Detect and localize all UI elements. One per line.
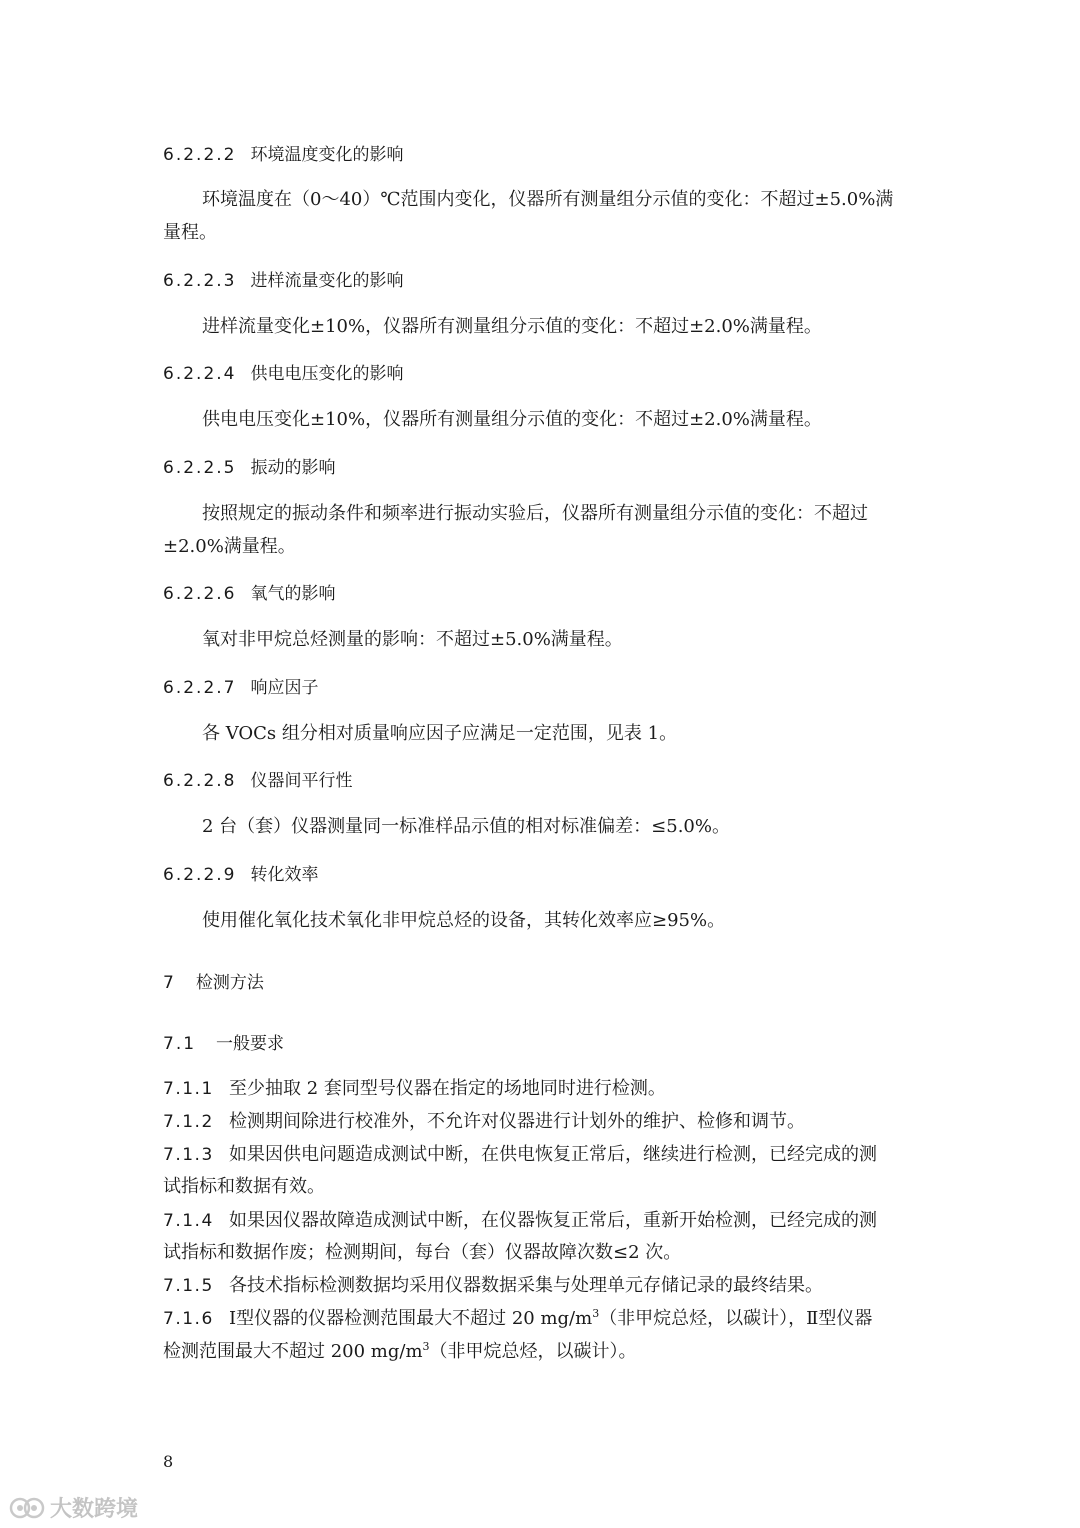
- watermark-text: 大数跨境: [50, 1497, 139, 1522]
- clause-continuation: 试指标和数据作废；检测期间，每台（套）仪器故障次数≤2 次。: [163, 1242, 682, 1263]
- section-heading: [163, 579, 335, 604]
- section-number: 6.2.2.8: [163, 771, 237, 791]
- superscript: 3: [422, 1340, 430, 1353]
- chapter-heading: [163, 968, 264, 993]
- section-title: 环境温度变化的影响: [250, 145, 404, 165]
- section-title: 转化效率: [250, 865, 319, 885]
- paragraph-line: 量程。: [163, 222, 217, 243]
- clause-text: （非甲烷总烃，以碳计）。: [429, 1341, 637, 1362]
- clause-text: （非甲烷总烃，以碳计），Ⅱ型仪器: [599, 1308, 873, 1329]
- paragraph-line: 使用催化氧化技术氧化非甲烷总烃的设备，其转化效率应≥95%。: [202, 910, 726, 931]
- paragraph-line: 氧对非甲烷总烃测量的影响：不超过±5.0%满量程。: [202, 629, 623, 650]
- clause: [163, 1074, 666, 1100]
- section-heading: [163, 359, 403, 384]
- section-title: 仪器间平行性: [250, 771, 353, 791]
- section-number: 6.2.2.4: [163, 364, 237, 384]
- clause-continuation: 试指标和数据有效。: [163, 1176, 325, 1197]
- section-title: 进样流量变化的影响: [250, 271, 404, 291]
- clause-number: 7.1.4: [163, 1211, 214, 1231]
- section-heading: [163, 1029, 284, 1054]
- section-title: 响应因子: [250, 678, 319, 698]
- clause: [163, 1206, 877, 1232]
- watermark: [8, 1492, 138, 1523]
- section-heading: [163, 673, 318, 698]
- clause-number: 7.1.1: [163, 1079, 214, 1099]
- section-number: 6.2.2.9: [163, 865, 237, 885]
- clause-text: Ⅰ型仪器的仪器检测范围最大不超过 20 mg/m: [229, 1308, 593, 1329]
- section-title: 氧气的影响: [250, 584, 336, 604]
- section-title: 振动的影响: [250, 458, 336, 478]
- paragraph-line: 按照规定的振动条件和频率进行振动实验后，仪器所有测量组分示值的变化：不超过: [202, 503, 868, 524]
- section-heading: [163, 453, 335, 478]
- section-title: 一般要求: [216, 1034, 285, 1054]
- clause-number: 7.1.5: [163, 1276, 214, 1296]
- clause-continuation: [163, 1337, 637, 1363]
- section-number: 6.2.2.3: [163, 271, 237, 291]
- clause-number: 7.1.6: [163, 1309, 214, 1329]
- paragraph-line: 各 VOCs 组分相对质量响应因子应满足一定范围，见表 1。: [202, 723, 678, 744]
- section-number: 6.2.2.5: [163, 458, 237, 478]
- clause: [163, 1140, 877, 1166]
- paragraph-line: ±2.0%满量程。: [163, 536, 296, 557]
- clause-text: 如果因供电问题造成测试中断，在供电恢复正常后，继续进行检测，已经完成的测: [229, 1144, 877, 1165]
- paragraph-line: 供电电压变化±10%，仪器所有测量组分示值的变化：不超过±2.0%满量程。: [202, 409, 822, 430]
- section-number: 7.1: [163, 1034, 197, 1054]
- section-heading: [163, 860, 318, 885]
- paragraph-line: 2 台（套）仪器测量同一标准样品示值的相对标准偏差：≤5.0%。: [202, 816, 730, 837]
- clause-text: 如果因仪器故障造成测试中断，在仪器恢复正常后，重新开始检测，已经完成的测: [229, 1210, 877, 1231]
- watermark-logo-icon: [8, 1495, 46, 1521]
- clause-text: 各技术指标检测数据均采用仪器数据采集与处理单元存储记录的最终结果。: [229, 1275, 823, 1296]
- clause-text: 至少抽取 2 套同型号仪器在指定的场地同时进行检测。: [229, 1078, 666, 1099]
- chapter-number: 7: [163, 973, 176, 993]
- paragraph-line: 环境温度在（0～40）℃范围内变化，仪器所有测量组分示值的变化：不超过±5.0%满: [202, 189, 894, 210]
- section-title: 供电电压变化的影响: [250, 364, 404, 384]
- paragraph-line: 进样流量变化±10%，仪器所有测量组分示值的变化：不超过±2.0%满量程。: [202, 316, 822, 337]
- superscript: 3: [592, 1307, 600, 1320]
- clause: [163, 1304, 872, 1330]
- clause-text: 检测范围最大不超过 200 mg/m: [163, 1341, 423, 1362]
- clause-number: 7.1.2: [163, 1112, 214, 1132]
- clause-text: 检测期间除进行校准外，不允许对仪器进行计划外的维护、检修和调节。: [229, 1111, 805, 1132]
- section-heading: [163, 140, 403, 165]
- clause-number: 7.1.3: [163, 1145, 214, 1165]
- clause: [163, 1107, 805, 1133]
- clause: [163, 1271, 823, 1297]
- section-heading: [163, 766, 352, 791]
- chapter-title: 检测方法: [195, 973, 264, 993]
- section-number: 6.2.2.6: [163, 584, 237, 604]
- page-number: 8: [163, 1452, 174, 1471]
- section-number: 6.2.2.7: [163, 678, 237, 698]
- section-number: 6.2.2.2: [163, 145, 237, 165]
- section-heading: [163, 266, 403, 291]
